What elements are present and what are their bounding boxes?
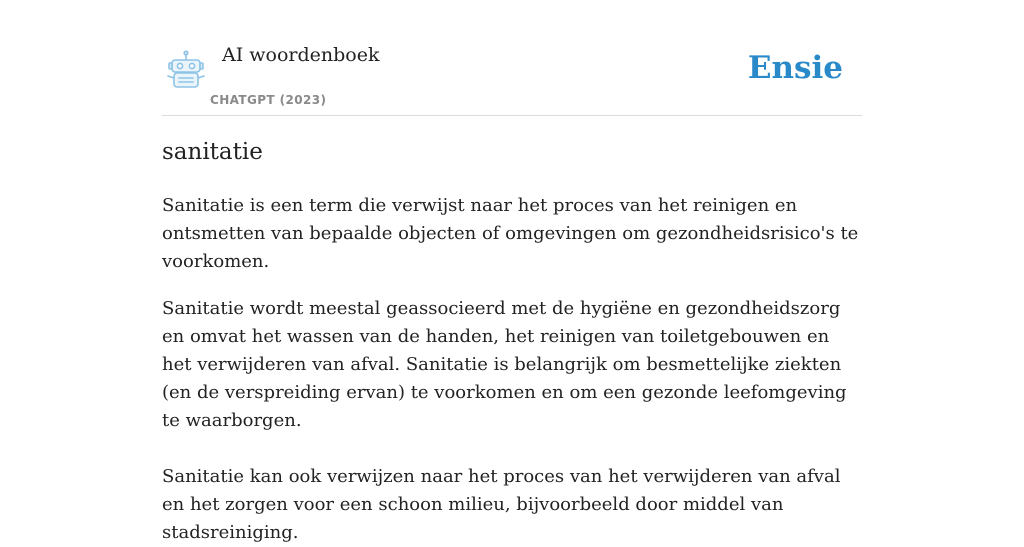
- source-title[interactable]: AI woordenboek: [222, 44, 380, 66]
- entry-definition: [162, 192, 862, 547]
- definition-paragraph: Sanitatie is een term die verwijst naar het proces van het reinigen en ontsmetten van bepaalde objecten of omgevingen om gezondheidsrisico's te voorkomen.: [162, 195, 859, 272]
- robot-icon: [165, 50, 207, 90]
- entry-header: [162, 0, 862, 116]
- source-subtitle: CHATGPT (2023): [210, 93, 327, 107]
- brand-logo[interactable]: Ensie: [747, 50, 843, 86]
- definition-paragraph: Sanitatie kan ook verwijzen naar het proces van het verwijderen van afval en het zorgen voor een schoon milieu, bijvoorbeeld door middel van stadsreiniging.: [162, 466, 841, 543]
- entry-term: sanitatie: [162, 139, 263, 165]
- page: [162, 0, 862, 543]
- definition-paragraph: Sanitatie wordt meestal geassocieerd met de hygiëne en gezondheidszorg en omvat het wassen van de handen, het reinigen van toiletgebouwen en het verwijderen van afval. Sanitatie is belangrijk om besmettelijke ziekten (en de verspreiding ervan) te voorkomen en om een gezonde leefomgeving te waarborgen.: [162, 298, 847, 431]
